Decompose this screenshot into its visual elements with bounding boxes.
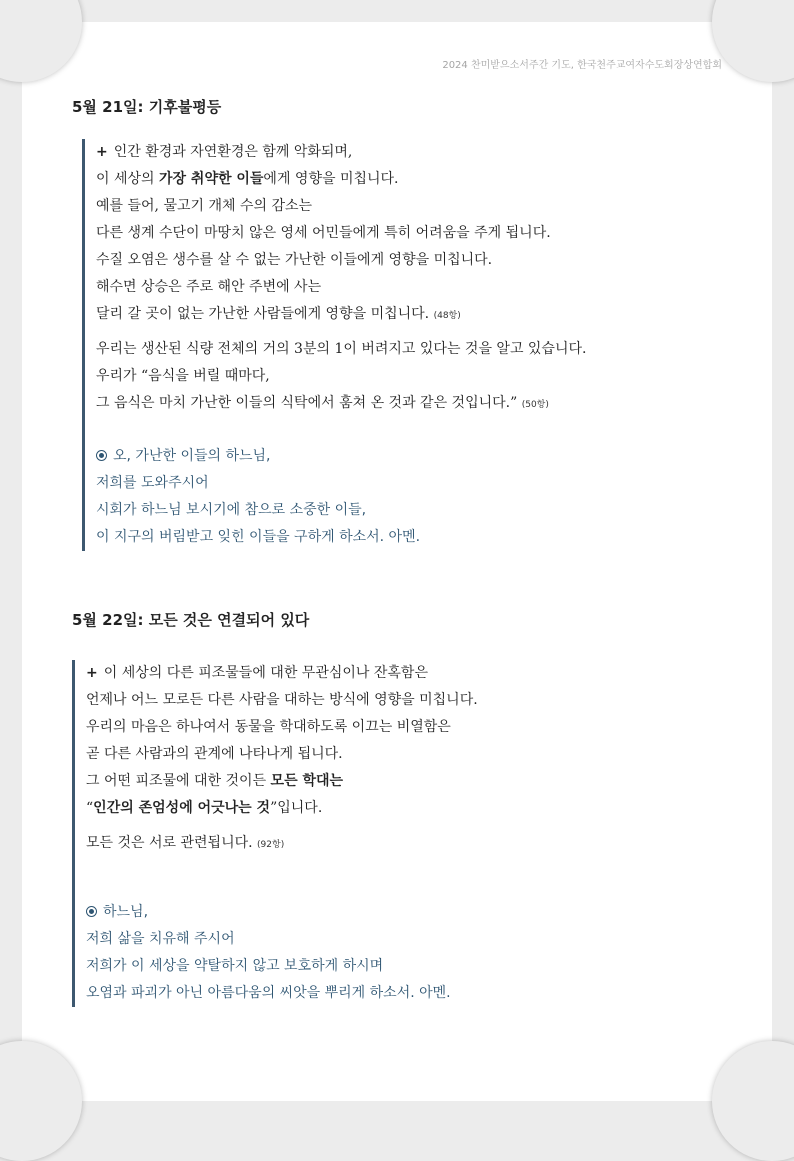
text-line: + 인간 환경과 자연환경은 함께 악화되며,: [96, 144, 353, 160]
section-title: 5월 21일: 기후불평등: [72, 98, 222, 116]
page-corner-curl: [0, 1041, 82, 1161]
prayer-line: 저희를 도와주시어: [96, 475, 209, 491]
page-corner-curl: [0, 0, 82, 82]
text-line: 우리가 “음식을 버릴 때마다,: [96, 368, 270, 384]
text-line: 우리의 마음은 하나여서 동물을 학대하도록 이끄는 비열함은: [86, 719, 451, 735]
page-header: 2024 찬미받으소서주간 기도, 한국천주교여자수도회장상연합회: [442, 60, 722, 71]
circle-bullet-icon: [96, 450, 107, 461]
text-line: 해수면 상승은 주로 해안 주변에 사는: [96, 279, 322, 295]
text-line: “인간의 존엄성에 어긋나는 것”입니다.: [86, 800, 323, 816]
prayer-line: 오염과 파괴가 아닌 아름다움의 씨앗을 뿌리게 하소서. 아멘.: [86, 985, 451, 1001]
page-corner-curl: [712, 1041, 794, 1161]
text-line: 이 세상의 가장 취약한 이들에게 영향을 미칩니다.: [96, 171, 399, 187]
circle-bullet-icon: [86, 906, 97, 917]
citation: (92항): [257, 840, 285, 850]
page-corner-curl: [712, 0, 794, 82]
text-line: 수질 오염은 생수를 살 수 없는 가난한 이들에게 영향을 미칩니다.: [96, 252, 493, 268]
citation: (48항): [433, 311, 461, 321]
prayer-line: 시회가 하느님 보시기에 참으로 소중한 이들,: [96, 502, 367, 518]
citation: (50항): [521, 400, 549, 410]
prayer-line: 저희 삶을 치유해 주시어: [86, 931, 235, 947]
section-title: 5월 22일: 모든 것은 연결되어 있다: [72, 611, 310, 629]
prayer-line: 저희가 이 세상을 약탈하지 않고 보호하게 하시며: [86, 958, 384, 974]
section-body-quote: [72, 660, 478, 1007]
emphasis-text: 인간의 존엄성에 어긋나는 것: [93, 800, 271, 816]
prayer-line: 오, 가난한 이들의 하느님,: [96, 443, 586, 470]
text-line: 그 음식은 마치 가난한 이들의 식탁에서 훔쳐 온 것과 같은 것입니다.” (50항): [96, 395, 549, 411]
emphasis-text: 모든 학대는: [270, 773, 344, 789]
text-line: 모든 것은 서로 관련됩니다. (92항): [86, 835, 285, 851]
text-line: 우리는 생산된 식량 전체의 거의 3분의 1이 버려지고 있다는 것을 알고 있습니다.: [96, 341, 587, 357]
prayer-line: 하느님,: [86, 899, 478, 926]
text-line: 그 어떤 피조물에 대한 것이든 모든 학대는: [86, 773, 344, 789]
text-line: 다른 생계 수단이 마땅치 않은 영세 어민들에게 특히 어려움을 주게 됩니다.: [96, 225, 551, 241]
text-line: 곧 다른 사람과의 관계에 나타나게 됩니다.: [86, 746, 343, 762]
plus-icon: +: [96, 144, 108, 160]
text-line: 예를 들어, 물고기 개체 수의 감소는: [96, 198, 313, 214]
plus-icon: +: [86, 665, 98, 681]
section-body-quote: [82, 139, 586, 551]
text-line: 달리 갈 곳이 없는 가난한 사람들에게 영향을 미칩니다. (48항): [96, 306, 461, 322]
prayer-line: 이 지구의 버림받고 잊힌 이들을 구하게 하소서. 아멘.: [96, 529, 421, 545]
emphasis-text: 가장 취약한 이들: [159, 171, 264, 187]
text-line: 언제나 어느 모로든 다른 사람을 대하는 방식에 영향을 미칩니다.: [86, 692, 478, 708]
text-line: + 이 세상의 다른 피조물들에 대한 무관심이나 잔혹함은: [86, 665, 428, 681]
